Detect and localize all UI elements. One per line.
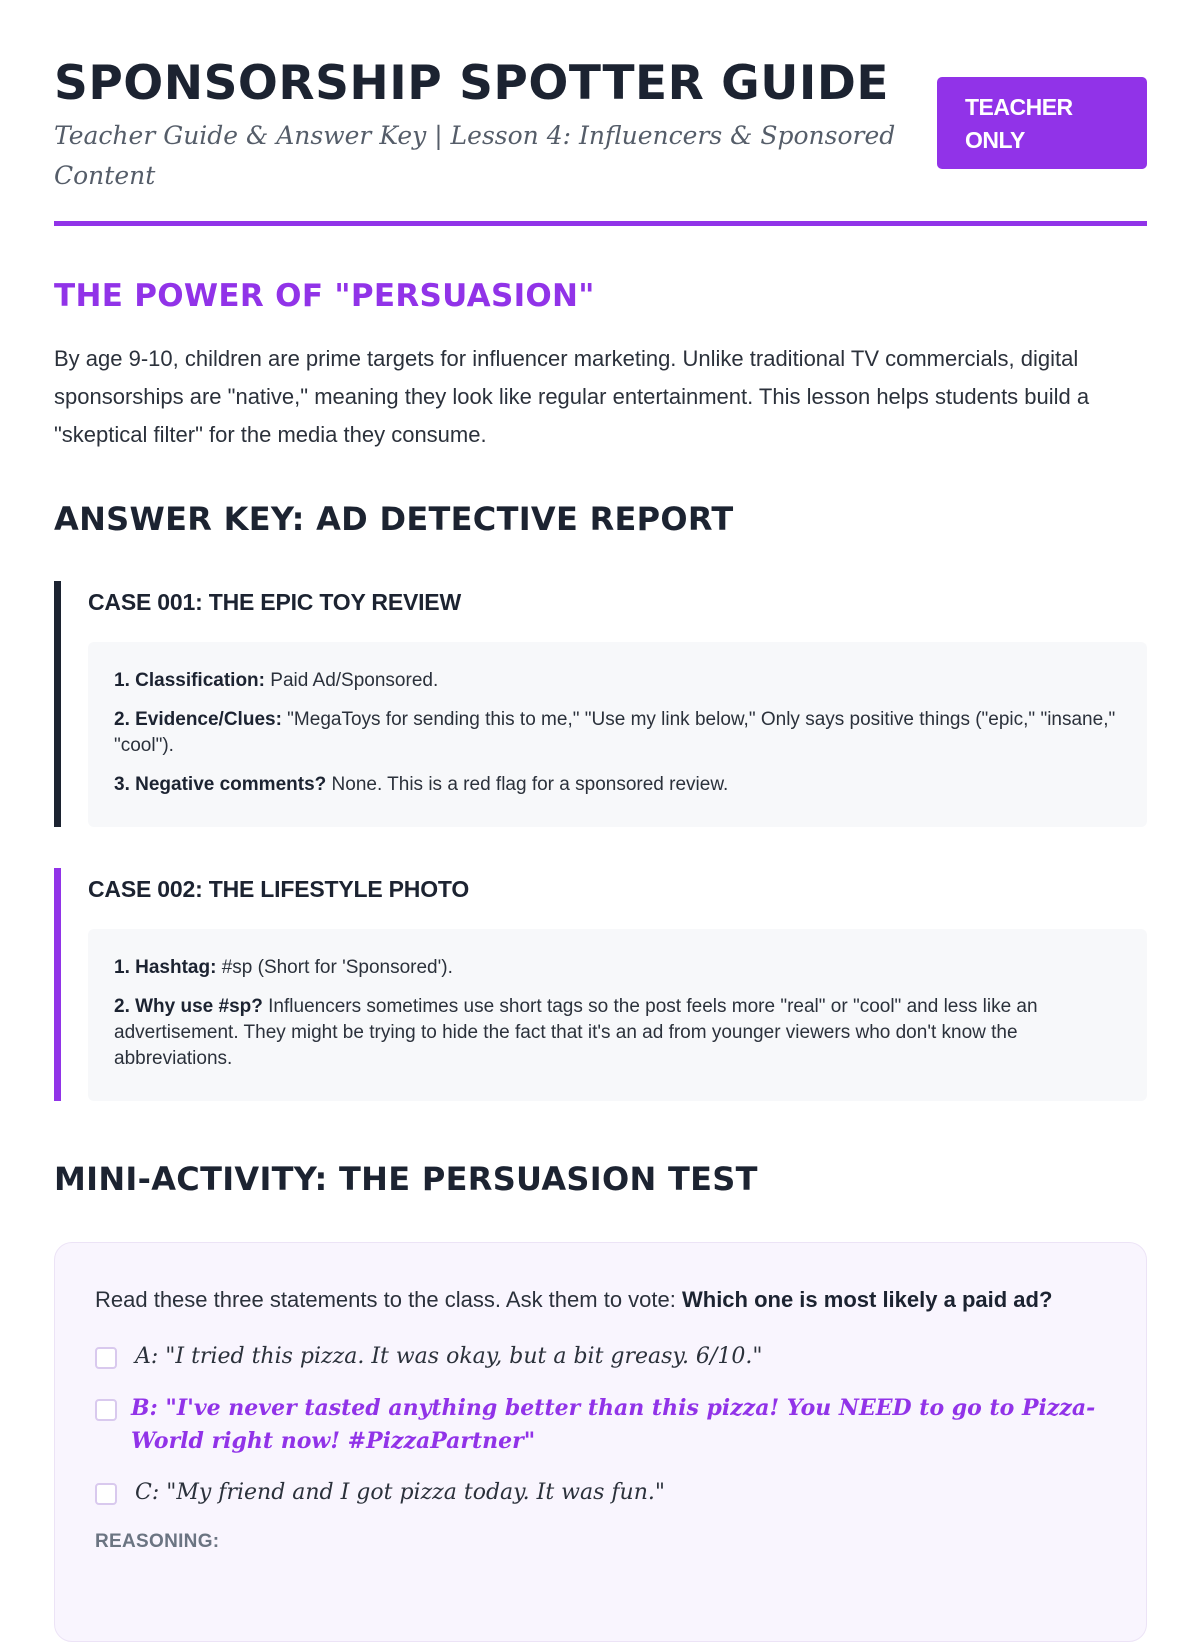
intro-paragraph: By age 9-10, children are prime targets for influencer marketing. Unlike traditional TV commercials, digital sponsorships are "native," meaning they look like regular entertainment. This lesson helps students build a "skeptical filter" for the media they consume. (54, 346, 1090, 447)
activity-question: Which one is most likely a paid ad? (681, 1287, 1053, 1312)
answer-item (114, 955, 1121, 981)
checkbox-a[interactable] (95, 1347, 117, 1369)
page-title: SPONSORSHIP SPOTTER GUIDE (54, 56, 890, 111)
answer-text: #sp (Short for 'Sponsored'). (216, 957, 453, 978)
case-card-001 (54, 581, 1147, 827)
activity-intro-text: Read these three statements to the class. Ask them to vote: (95, 1287, 682, 1312)
answer-label: 3. Negative comments? (114, 774, 327, 795)
answer-text: None. This is a red flag for a sponsored review. (326, 774, 729, 795)
answer-item (114, 707, 1121, 759)
answer-label: 1. Classification: (114, 670, 265, 691)
answer-label: 1. Hashtag: (114, 957, 217, 978)
answer-item (114, 772, 1121, 798)
case-card-002 (54, 868, 1147, 1101)
checkbox-c[interactable] (95, 1483, 117, 1505)
case-answers (88, 929, 1147, 1101)
intro-heading: THE POWER OF "PERSUASION" (54, 278, 595, 314)
option-a[interactable] (95, 1340, 1106, 1373)
answer-text: Influencers sometimes use short tags so the post feels more "real" or "cool" and less like an advertisement. They might be trying to hide the fact that it's an ad from younger viewers who don't know the abbreviations. (114, 996, 1038, 1069)
checkbox-b[interactable] (95, 1399, 117, 1421)
case-answers (88, 642, 1147, 827)
answer-text: Paid Ad/Sponsored. (265, 670, 439, 691)
page-subtitle: Teacher Guide & Answer Key | Lesson 4: Influencers & Sponsored Content (54, 121, 896, 190)
activity-instructions (95, 1283, 1106, 1316)
answer-item (114, 994, 1121, 1072)
option-c-text: C: "My friend and I got pizza today. It was fun." (135, 1480, 666, 1505)
teacher-only-badge: TEACHER ONLY (937, 77, 1147, 169)
teacher-guide-page (54, 0, 1147, 1552)
reasoning-label: REASONING: (95, 1531, 220, 1552)
answer-label: 2. Evidence/Clues: (114, 709, 282, 730)
option-b-text: B: "I've never tasted anything better than this pizza! You NEED to go to Pizza-World right now! #PizzaPartner" (131, 1395, 1096, 1454)
page-header (54, 0, 1147, 225)
option-b-correct[interactable] (95, 1392, 1106, 1458)
case-title: CASE 001: THE EPIC TOY REVIEW (88, 589, 461, 615)
activity-heading: MINI-ACTIVITY: THE PERSUASION TEST (54, 1160, 758, 1198)
answer-key-heading: ANSWER KEY: AD DETECTIVE REPORT (54, 500, 734, 538)
header-divider (54, 221, 1147, 226)
answer-text: "MegaToys for sending this to me," "Use my link below," Only says positive things ("epic," "insane," "cool"). (114, 709, 1116, 756)
option-c[interactable] (95, 1476, 1106, 1509)
answer-item (114, 668, 1121, 694)
case-title: CASE 002: THE LIFESTYLE PHOTO (88, 876, 470, 902)
option-a-text: A: "I tried this pizza. It was okay, but a bit greasy. 6/10." (135, 1344, 763, 1369)
activity-card (54, 1242, 1147, 1642)
answer-label: 2. Why use #sp? (114, 996, 263, 1017)
